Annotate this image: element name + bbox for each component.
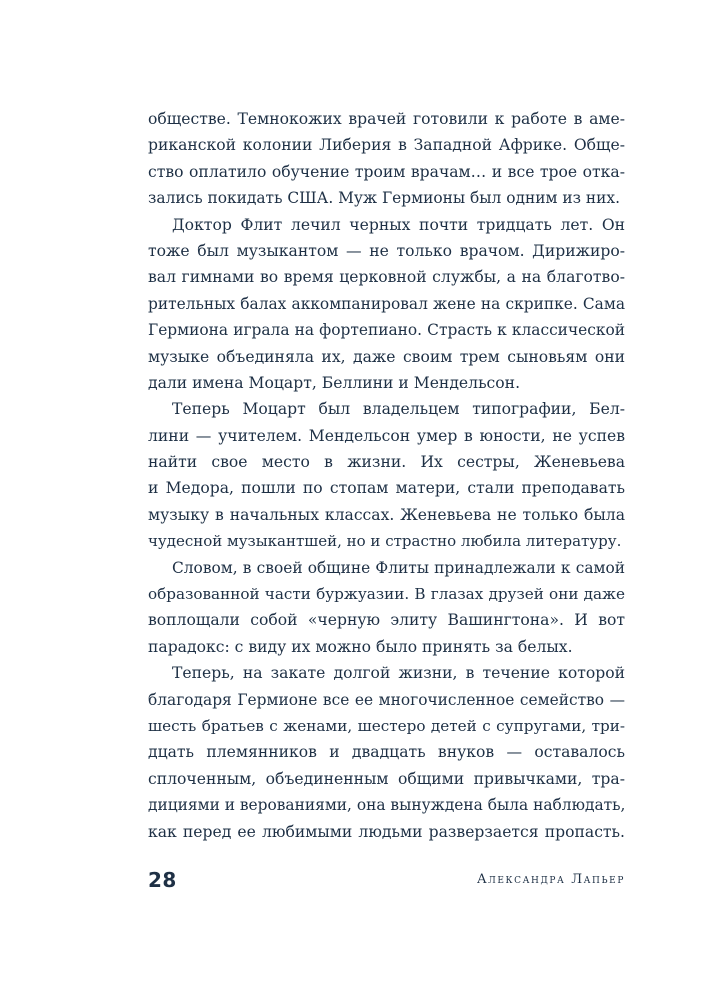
text-line: зались покидать США. Муж Гермионы был одним из них. (148, 189, 620, 208)
text-line: Гермиона играла на фортепиано. Страсть к классической (148, 321, 625, 340)
text-line: дали имена Моцарт, Беллини и Мендельсон. (148, 373, 521, 392)
text-line: тоже был музыкантом — не только врачом. Дирижиро- (148, 241, 625, 260)
page-footer (148, 868, 625, 898)
text-line: как перед ее любимыми людьми разверзается пропасть. (148, 822, 625, 841)
text-line: дициями и верованиями, она вынуждена была наблюдать, (148, 796, 626, 815)
text-line: ство оплатило обучение троим врачам… и все трое отка- (148, 162, 625, 181)
text-line: обществе. Темнокожих врачей готовили к работе в аме- (148, 110, 625, 128)
text-line: вал гимнами во время церковной службы, а на благотво- (148, 268, 625, 287)
text-line: Теперь Моцарт был владельцем типографии, Бел- (172, 400, 625, 419)
body-text (148, 106, 625, 845)
text-line: чудесной музыкантшей, но и страстно любила литературу. (148, 532, 622, 551)
text-line: Доктор Флит лечил черных почти тридцать лет. Он (172, 215, 625, 234)
text-line: рительных балах аккомпанировал жене на скрипке. Сама (148, 294, 625, 313)
text-line: благодаря Гермионе все ее многочисленное семейство — (148, 690, 625, 709)
text-line: найти свое место в жизни. Их сестры, Женевьева (148, 453, 625, 472)
text-line: воплощали собой «черную элиту Вашингтона». И вот (148, 611, 625, 630)
text-line: дцать племянников и двадцать внуков — оставалось (148, 743, 625, 762)
text-line: парадокс: с виду их можно было принять за белых. (148, 637, 573, 656)
text-line: сплоченным, объединенным общими привычками, тра- (148, 769, 625, 788)
text-line: музыке объединяла их, даже своим трем сыновьям они (148, 347, 625, 366)
text-line: и Медора, пошли по стопам матери, стали преподавать (148, 479, 625, 498)
text-line: образованной части буржуазии. В глазах друзей они даже (148, 585, 625, 604)
text-line: шесть братьев с женами, шестеро детей с супругами, три- (148, 716, 625, 735)
page-number: 28 (148, 868, 177, 892)
text-line: музыку в начальных классах. Женевьева не только была (148, 505, 625, 524)
text-line: Словом, в своей общине Флиты принадлежали к самой (172, 558, 625, 577)
running-head-author: Александра Лапьер (476, 872, 625, 887)
text-line: лини — учителем. Мендельсон умер в юности, не успев (148, 426, 625, 445)
text-line: риканской колонии Либерия в Западной Африке. Обще- (148, 136, 625, 155)
text-line: Теперь, на закате долгой жизни, в течение которой (172, 664, 625, 683)
